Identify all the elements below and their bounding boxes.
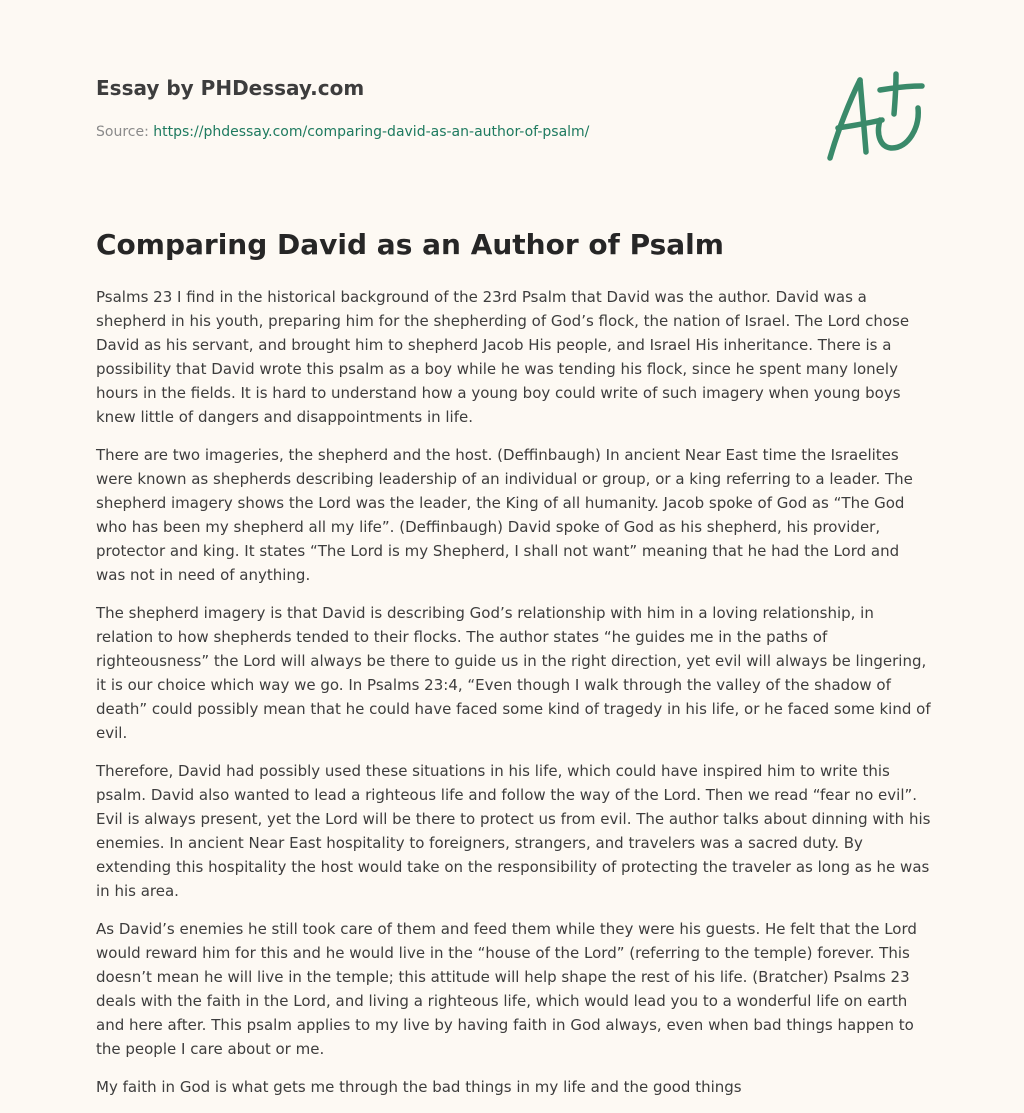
essay-paragraph: As David’s enemies he still took care of them and feed them while they were his guests. He felt that the Lord would reward him for this and he would live in the “house of the Lord” (referring to the temple) forever. This doesn’t mean he will live in the temple; this attitude will help shape the rest of his life. (Bratcher) Psalms 23 deals with the faith in the Lord, and living a righteous life, which would lead you to a wonderful life on earth and here after. This psalm applies to my live by having faith in God always, even when bad things happen to the people I care about or me. xyxy=(96,920,917,1058)
source-line xyxy=(96,124,589,140)
source-label: Source: xyxy=(96,124,149,140)
essay-title: Comparing David as an Author of Psalm xyxy=(96,228,724,261)
essay-paragraph: Psalms 23 I find in the historical background of the 23rd Psalm that David was the author. David was a shepherd in his youth, preparing him for the shepherding of God’s flock, the nation of Israel. The Lord chose David as his servant, and brought him to shepherd Jacob His people, and Israel His inheritance. There is a possibility that David wrote this psalm as a boy while he was tending his flock, since he spent many lonely hours in the fields. It is hard to understand how a young boy could write of such imagery when young boys knew little of dangers and disappointments in life. xyxy=(96,288,910,426)
essay-paragraph: My faith in God is what gets me through the bad things in my life and the good things xyxy=(96,1078,742,1096)
essay-body xyxy=(96,285,932,1113)
essay-paragraph: There are two imageries, the shepherd and the host. (Deffinbaugh) In ancient Near East time the Israelites were known as shepherds describing leadership of an individual or group, or a king referring to a leader. The shepherd imagery shows the Lord was the leader, the King of all humanity. Jacob spoke of God as “The God who has been my shepherd all my life”. (Deffinbaugh) David spoke of God as his shepherd, his provider, protector and king. It states “The Lord is my Shepherd, I shall not want” meaning that he had the Lord and was not in need of anything. xyxy=(96,446,913,584)
page-header xyxy=(96,0,928,200)
brand-title: Essay by PHDessay.com xyxy=(96,76,365,100)
source-link[interactable]: https://phdessay.com/comparing-david-as-an-author-of-psalm/ xyxy=(153,124,590,140)
a-plus-logo-icon xyxy=(824,68,928,164)
essay-paragraph: Therefore, David had possibly used these situations in his life, which could have inspired him to write this psalm. David also wanted to lead a righteous life and follow the way of the Lord. Then we read “fear no evil”. Evil is always present, yet the Lord will be there to protect us from evil. The author talks about dinning with his enemies. In ancient Near East hospitality to foreigners, strangers, and travelers was a sacred duty. By extending this hospitality the host would take on the responsibility of protecting the traveler as long as he was in his area. xyxy=(96,762,931,900)
essay-paragraph: The shepherd imagery is that David is describing God’s relationship with him in a loving relationship, in relation to how shepherds tended to their flocks. The author states “he guides me in the paths of righteousness” the Lord will always be there to guide us in the right direction, yet evil will always be lingering, it is our choice which way we go. In Psalms 23:4, “Even though I walk through the valley of the shadow of death” could possibly mean that he could have faced some kind of tragedy in his life, or he faced some kind of evil. xyxy=(96,604,931,742)
